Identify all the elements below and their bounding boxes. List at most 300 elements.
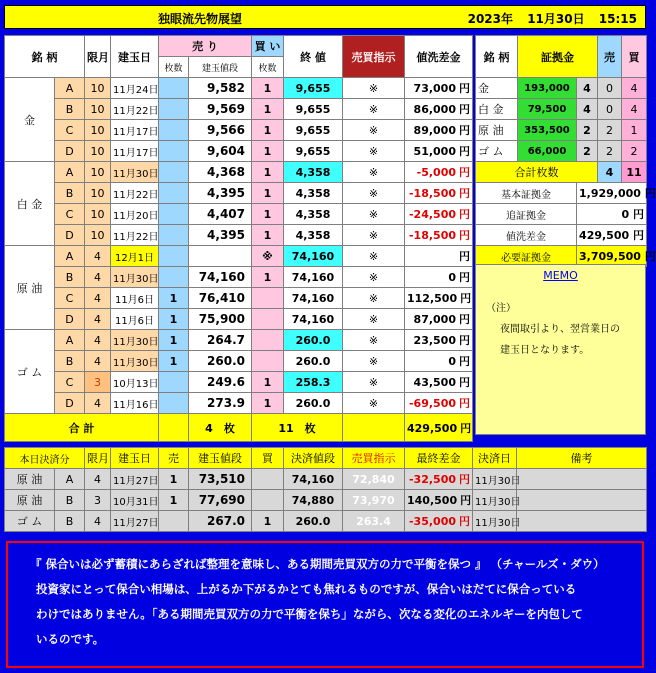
date-cell: 11月30日 <box>111 267 159 288</box>
diff-cell <box>405 183 473 204</box>
header-gengetsu: 限月 <box>85 36 111 78</box>
close-cell: 4,358 <box>284 162 343 183</box>
month-cell: 3 <box>85 372 111 393</box>
total-label: 合 計 <box>5 414 159 442</box>
sell-qty-cell: 1 <box>159 330 189 351</box>
month-cell: 4 <box>85 288 111 309</box>
buy-qty-cell: 1 <box>252 393 284 414</box>
diff-cell <box>405 225 473 246</box>
signal-cell: ※ <box>343 120 405 141</box>
buy-qty-cell <box>252 288 284 309</box>
table-row <box>5 309 473 330</box>
date-cell: 11月6日 <box>111 288 159 309</box>
header-buy: 買 い <box>252 36 284 57</box>
dow-quote-box <box>6 541 644 668</box>
memo-panel <box>475 264 646 435</box>
summary-row <box>476 225 647 246</box>
margin-sell: 2 <box>598 120 622 141</box>
settled-header-title: 本日決済分 <box>5 448 85 469</box>
summary-label: 追証拠金 <box>476 204 577 225</box>
signal-cell: ※ <box>343 351 405 372</box>
yen-unit: 円 <box>460 494 472 507</box>
settled-table <box>4 447 647 532</box>
margin-header-buy: 買 <box>622 36 647 78</box>
summary-amount: 429,500 <box>579 229 630 242</box>
settled-final <box>405 490 473 511</box>
settled-month: 4 <box>85 511 111 532</box>
margin-header-name: 銘 柄 <box>476 36 518 78</box>
margin-row <box>476 120 647 141</box>
diff-value: 23,500 <box>413 334 456 347</box>
close-cell: 258.3 <box>284 372 343 393</box>
commodity-name: 原 油 <box>5 246 55 330</box>
diff-cell <box>405 309 473 330</box>
settled-date-out: 11月30日 <box>473 469 517 490</box>
summary-amount: 3,709,500 <box>579 250 641 263</box>
sell-qty-cell <box>159 78 189 99</box>
class-cell: B <box>55 183 85 204</box>
diff-value: 112,500 <box>407 292 458 305</box>
settled-date: 11月27日 <box>111 511 159 532</box>
date-cell: 11月17日 <box>111 141 159 162</box>
margin-row <box>476 141 647 162</box>
settled-header-buy: 買 <box>252 448 284 469</box>
date-cell: 12月1日 <box>111 246 159 267</box>
settled-month: 3 <box>85 490 111 511</box>
summary-row <box>476 204 647 225</box>
date-cell: 11月6日 <box>111 309 159 330</box>
class-cell: C <box>55 288 85 309</box>
margin-row <box>476 99 647 120</box>
close-cell: 74,160 <box>284 267 343 288</box>
settled-date-out: 11月30日 <box>473 490 517 511</box>
signal-cell: ※ <box>343 225 405 246</box>
table-row <box>5 204 473 225</box>
price-cell: 4,407 <box>189 204 252 225</box>
diff-value: -24,500 <box>408 208 456 221</box>
month-cell: 4 <box>85 246 111 267</box>
price-cell: 76,410 <box>189 288 252 309</box>
month-cell: 10 <box>85 183 111 204</box>
header-sell-count: 枚数 <box>159 57 189 78</box>
class-cell: D <box>55 141 85 162</box>
diff-cell <box>405 162 473 183</box>
settled-final <box>405 469 473 490</box>
settled-header-settle: 決済値段 <box>284 448 343 469</box>
class-cell: D <box>55 393 85 414</box>
diff-value: 140,500 <box>407 494 458 507</box>
signal-cell: ※ <box>343 372 405 393</box>
date-time: 15:15 <box>598 12 637 26</box>
settled-name: 原 油 <box>5 490 55 511</box>
summary-label: 値洗差金 <box>476 225 577 246</box>
settled-price: 73,510 <box>189 469 252 490</box>
month-cell: 4 <box>85 393 111 414</box>
summary-amount: 1,929,000 <box>579 187 641 200</box>
month-cell: 10 <box>85 78 111 99</box>
diff-value: 86,000 <box>413 103 456 116</box>
date-cell: 11月30日 <box>111 330 159 351</box>
price-cell: 9,604 <box>189 141 252 162</box>
class-cell: D <box>55 309 85 330</box>
settled-class: B <box>55 511 85 532</box>
diff-cell <box>405 288 473 309</box>
date-cell: 11月22日 <box>111 99 159 120</box>
signal-cell: ※ <box>343 204 405 225</box>
margin-qty: 2 <box>577 141 598 162</box>
month-cell: 4 <box>85 351 111 372</box>
diff-value: -32,500 <box>408 473 456 486</box>
settled-header-signal: 売買指示 <box>343 448 405 469</box>
commodity-name: ゴ ム <box>5 330 55 414</box>
yen-unit: 円 <box>459 473 470 486</box>
month-cell: 10 <box>85 141 111 162</box>
memo-line1: 夜間取引より、翌営業日の <box>500 324 620 335</box>
buy-qty-cell: 1 <box>252 141 284 162</box>
settled-sell: 1 <box>159 490 189 511</box>
sell-qty-cell <box>159 246 189 267</box>
total-buy-unit: 枚 <box>304 421 316 435</box>
price-cell: 4,368 <box>189 162 252 183</box>
yen-unit: 円 <box>460 292 472 305</box>
date-cell: 11月30日 <box>111 162 159 183</box>
settled-name: 原 油 <box>5 469 55 490</box>
table-row <box>5 183 473 204</box>
quote-line1: 『 保合いは必ず蓄積にあらざれば整理を意味し、ある期間売買双方の力で平衡を保つ 』 （チャールズ・ダウ） <box>30 557 605 571</box>
close-cell: 9,655 <box>284 99 343 120</box>
header-close: 終 値 <box>284 36 343 78</box>
margin-qty: 4 <box>577 99 598 120</box>
margin-header-amount: 証拠金 <box>518 36 598 78</box>
summary-label: 基本証拠金 <box>476 183 577 204</box>
title-bar <box>4 5 646 29</box>
margin-row <box>476 78 647 99</box>
sell-qty-cell <box>159 225 189 246</box>
margin-qty: 4 <box>577 78 598 99</box>
price-cell: 9,582 <box>189 78 252 99</box>
total-diff <box>405 414 473 442</box>
class-cell: A <box>55 246 85 267</box>
header-tategyokubi: 建玉日 <box>111 36 159 78</box>
diff-value: 429,500 <box>407 421 458 435</box>
class-cell: D <box>55 225 85 246</box>
price-cell: 74,160 <box>189 267 252 288</box>
diff-value: 0 <box>448 355 456 368</box>
yen-unit: 円 <box>644 250 656 263</box>
diff-cell <box>405 351 473 372</box>
table-row <box>5 225 473 246</box>
settled-buy <box>252 490 284 511</box>
settled-date: 10月31日 <box>111 490 159 511</box>
class-cell: A <box>55 162 85 183</box>
table-row <box>5 288 473 309</box>
diff-value: -35,000 <box>408 515 456 528</box>
signal-cell: ※ <box>343 183 405 204</box>
memo-title[interactable]: MEMO <box>543 269 578 282</box>
close-cell: 260.0 <box>284 393 343 414</box>
settled-header-note: 備考 <box>517 448 647 469</box>
settled-note <box>517 469 647 490</box>
margin-sell: 0 <box>598 78 622 99</box>
settled-buy: 1 <box>252 511 284 532</box>
price-cell: 75,900 <box>189 309 252 330</box>
table-row <box>5 372 473 393</box>
month-cell: 10 <box>85 225 111 246</box>
price-cell: 9,566 <box>189 120 252 141</box>
quote-line2: 投資家にとって保合い相場は、上がるか下がるかとても焦れるものですが、保合いはだてに保合っている <box>36 582 577 596</box>
summary-amount: 0 <box>621 208 630 221</box>
settled-header-settle-date: 決済日 <box>473 448 517 469</box>
margin-qty: 2 <box>577 120 598 141</box>
price-cell: 4,395 <box>189 183 252 204</box>
settled-settle: 74,160 <box>284 469 343 490</box>
settled-price: 267.0 <box>189 511 252 532</box>
buy-qty-cell: 1 <box>252 162 284 183</box>
diff-value: 0 <box>448 271 456 284</box>
settled-date: 11月27日 <box>111 469 159 490</box>
table-row <box>5 141 473 162</box>
yen-unit: 円 <box>633 229 644 242</box>
summary-value <box>577 225 647 246</box>
settled-buy <box>252 469 284 490</box>
diff-cell <box>405 267 473 288</box>
settled-sell <box>159 511 189 532</box>
quote-line4: いるのです。 <box>36 632 105 646</box>
price-cell: 264.7 <box>189 330 252 351</box>
table-row <box>5 162 473 183</box>
buy-qty-cell: 1 <box>252 267 284 288</box>
table-row <box>5 267 473 288</box>
date-day: 11月30日 <box>527 12 585 26</box>
date-cell: 11月30日 <box>111 351 159 372</box>
yen-unit: 円 <box>459 145 470 158</box>
yen-unit: 円 <box>459 355 470 368</box>
margin-header-sell: 売 <box>598 36 622 78</box>
yen-unit: 円 <box>459 397 470 410</box>
date-cell: 11月20日 <box>111 204 159 225</box>
memo-line2: 建玉日となります。 <box>500 345 590 356</box>
header-sell-price: 建玉値段 <box>189 57 252 78</box>
buy-qty-cell <box>252 330 284 351</box>
settled-month: 4 <box>85 469 111 490</box>
class-cell: C <box>55 204 85 225</box>
month-cell: 10 <box>85 120 111 141</box>
table-row <box>5 78 473 99</box>
close-cell: 260.0 <box>284 330 343 351</box>
margin-amount: 79,500 <box>518 99 577 120</box>
close-cell: 74,160 <box>284 288 343 309</box>
diff-value: 51,000 <box>413 145 456 158</box>
close-cell: 74,160 <box>284 309 343 330</box>
sell-qty-cell <box>159 393 189 414</box>
yen-unit: 円 <box>644 187 656 200</box>
page-title: 独眼流先物展望 <box>157 12 242 26</box>
diff-cell <box>405 330 473 351</box>
settled-signal: 73,970 <box>343 490 405 511</box>
margin-buy: 1 <box>622 120 647 141</box>
diff-value: 87,000 <box>413 313 456 326</box>
class-cell: B <box>55 351 85 372</box>
buy-qty-cell: 1 <box>252 99 284 120</box>
settled-header-final: 最終差金 <box>405 448 473 469</box>
signal-cell: ※ <box>343 309 405 330</box>
diff-value: 43,500 <box>413 376 456 389</box>
sell-qty-cell <box>159 372 189 393</box>
yen-unit: 円 <box>459 334 470 347</box>
settled-final <box>405 511 473 532</box>
total-spacer <box>343 414 405 442</box>
margin-amount: 353,500 <box>518 120 577 141</box>
margin-buy: 4 <box>622 99 647 120</box>
month-cell: 4 <box>85 267 111 288</box>
buy-qty-cell: 1 <box>252 78 284 99</box>
settled-settle: 260.0 <box>284 511 343 532</box>
buy-qty-cell: ※ <box>252 246 284 267</box>
signal-cell: ※ <box>343 267 405 288</box>
close-cell: 4,358 <box>284 225 343 246</box>
close-cell: 9,655 <box>284 141 343 162</box>
summary-row <box>476 183 647 204</box>
margin-sell: 0 <box>598 99 622 120</box>
sell-qty-cell <box>159 267 189 288</box>
buy-qty-cell <box>252 309 284 330</box>
margin-amount: 193,000 <box>518 78 577 99</box>
price-cell: 260.0 <box>189 351 252 372</box>
settled-header-price: 建玉値段 <box>189 448 252 469</box>
yen-unit: 円 <box>459 166 470 179</box>
signal-cell: ※ <box>343 288 405 309</box>
month-cell: 10 <box>85 99 111 120</box>
settled-header-sell: 売 <box>159 448 189 469</box>
summary-value <box>577 183 656 204</box>
buy-qty-cell: 1 <box>252 183 284 204</box>
datetime <box>468 10 637 27</box>
memo-note-label: （注） <box>486 303 516 314</box>
header-diff: 値洗差金 <box>405 36 473 78</box>
diff-value: -18,500 <box>408 187 456 200</box>
buy-qty-cell: 1 <box>252 225 284 246</box>
yen-unit: 円 <box>459 515 470 528</box>
table-row <box>5 330 473 351</box>
settled-note <box>517 490 647 511</box>
class-cell: C <box>55 120 85 141</box>
class-cell: C <box>55 372 85 393</box>
settled-signal: 263.4 <box>343 511 405 532</box>
contract-count-buy: 11 <box>622 162 647 183</box>
class-cell: A <box>55 330 85 351</box>
class-cell: A <box>55 78 85 99</box>
total-sell-unit: 枚 <box>223 421 235 435</box>
yen-unit: 円 <box>459 82 470 95</box>
month-cell: 10 <box>85 204 111 225</box>
settled-header-date: 建玉日 <box>111 448 159 469</box>
total-sell-count <box>189 414 252 442</box>
diff-value: -69,500 <box>408 397 456 410</box>
price-cell: 249.6 <box>189 372 252 393</box>
total-row <box>5 414 473 442</box>
diff-cell <box>405 246 473 267</box>
close-cell: 9,655 <box>284 78 343 99</box>
diff-value: -18,500 <box>408 229 456 242</box>
sell-qty-cell <box>159 141 189 162</box>
yen-unit: 円 <box>459 208 470 221</box>
settled-signal: 72,840 <box>343 469 405 490</box>
signal-cell: ※ <box>343 141 405 162</box>
month-cell: 4 <box>85 330 111 351</box>
close-cell: 9,655 <box>284 120 343 141</box>
settled-row <box>5 469 647 490</box>
sell-qty-cell: 1 <box>159 288 189 309</box>
total-sell-spacer <box>159 414 189 442</box>
sell-qty-cell <box>159 183 189 204</box>
settled-name: ゴ ム <box>5 511 55 532</box>
diff-cell <box>405 78 473 99</box>
date-cell: 10月13日 <box>111 372 159 393</box>
class-cell: B <box>55 267 85 288</box>
signal-cell: ※ <box>343 330 405 351</box>
header-signal: 売買指示 <box>343 36 405 78</box>
yen-unit: 円 <box>459 229 470 242</box>
sell-qty-cell <box>159 204 189 225</box>
close-cell: 260.0 <box>284 351 343 372</box>
diff-cell <box>405 204 473 225</box>
diff-value: 89,000 <box>413 124 456 137</box>
date-cell: 11月22日 <box>111 225 159 246</box>
positions-table <box>4 35 473 442</box>
buy-qty-cell: 1 <box>252 204 284 225</box>
price-cell: 9,569 <box>189 99 252 120</box>
settled-row <box>5 490 647 511</box>
signal-cell: ※ <box>343 99 405 120</box>
yen-unit: 円 <box>459 313 470 326</box>
close-cell: 74,160 <box>284 246 343 267</box>
buy-qty-cell: 1 <box>252 372 284 393</box>
class-cell: B <box>55 99 85 120</box>
yen-unit: 円 <box>459 124 470 137</box>
sell-qty-cell: 1 <box>159 309 189 330</box>
header-meigara: 銘 柄 <box>5 36 85 78</box>
commodity-name: 金 <box>5 78 55 162</box>
close-cell: 4,358 <box>284 204 343 225</box>
sell-qty-cell <box>159 120 189 141</box>
margin-buy: 2 <box>622 141 647 162</box>
settled-date-out: 11月30日 <box>473 511 517 532</box>
diff-cell <box>405 141 473 162</box>
sell-qty-cell <box>159 99 189 120</box>
margin-amount: 66,000 <box>518 141 577 162</box>
buy-qty-cell: 1 <box>252 120 284 141</box>
diff-value: 73,000 <box>413 82 456 95</box>
summary-label: 必要証拠金 <box>476 246 577 267</box>
sell-qty-cell <box>159 162 189 183</box>
month-cell: 4 <box>85 309 111 330</box>
contract-count-label: 合計枚数 <box>476 162 598 183</box>
date-cell: 11月17日 <box>111 120 159 141</box>
price-cell: 273.9 <box>189 393 252 414</box>
close-cell: 4,358 <box>284 183 343 204</box>
margin-name: 原 油 <box>476 120 518 141</box>
yen-unit: 円 <box>459 187 470 200</box>
date-year: 2023年 <box>467 12 514 26</box>
table-row <box>5 99 473 120</box>
yen-unit: 円 <box>460 421 472 435</box>
settled-price: 77,690 <box>189 490 252 511</box>
price-cell <box>189 246 252 267</box>
month-cell: 10 <box>85 162 111 183</box>
signal-cell: ※ <box>343 78 405 99</box>
margin-name: ゴ ム <box>476 141 518 162</box>
settled-class: A <box>55 469 85 490</box>
